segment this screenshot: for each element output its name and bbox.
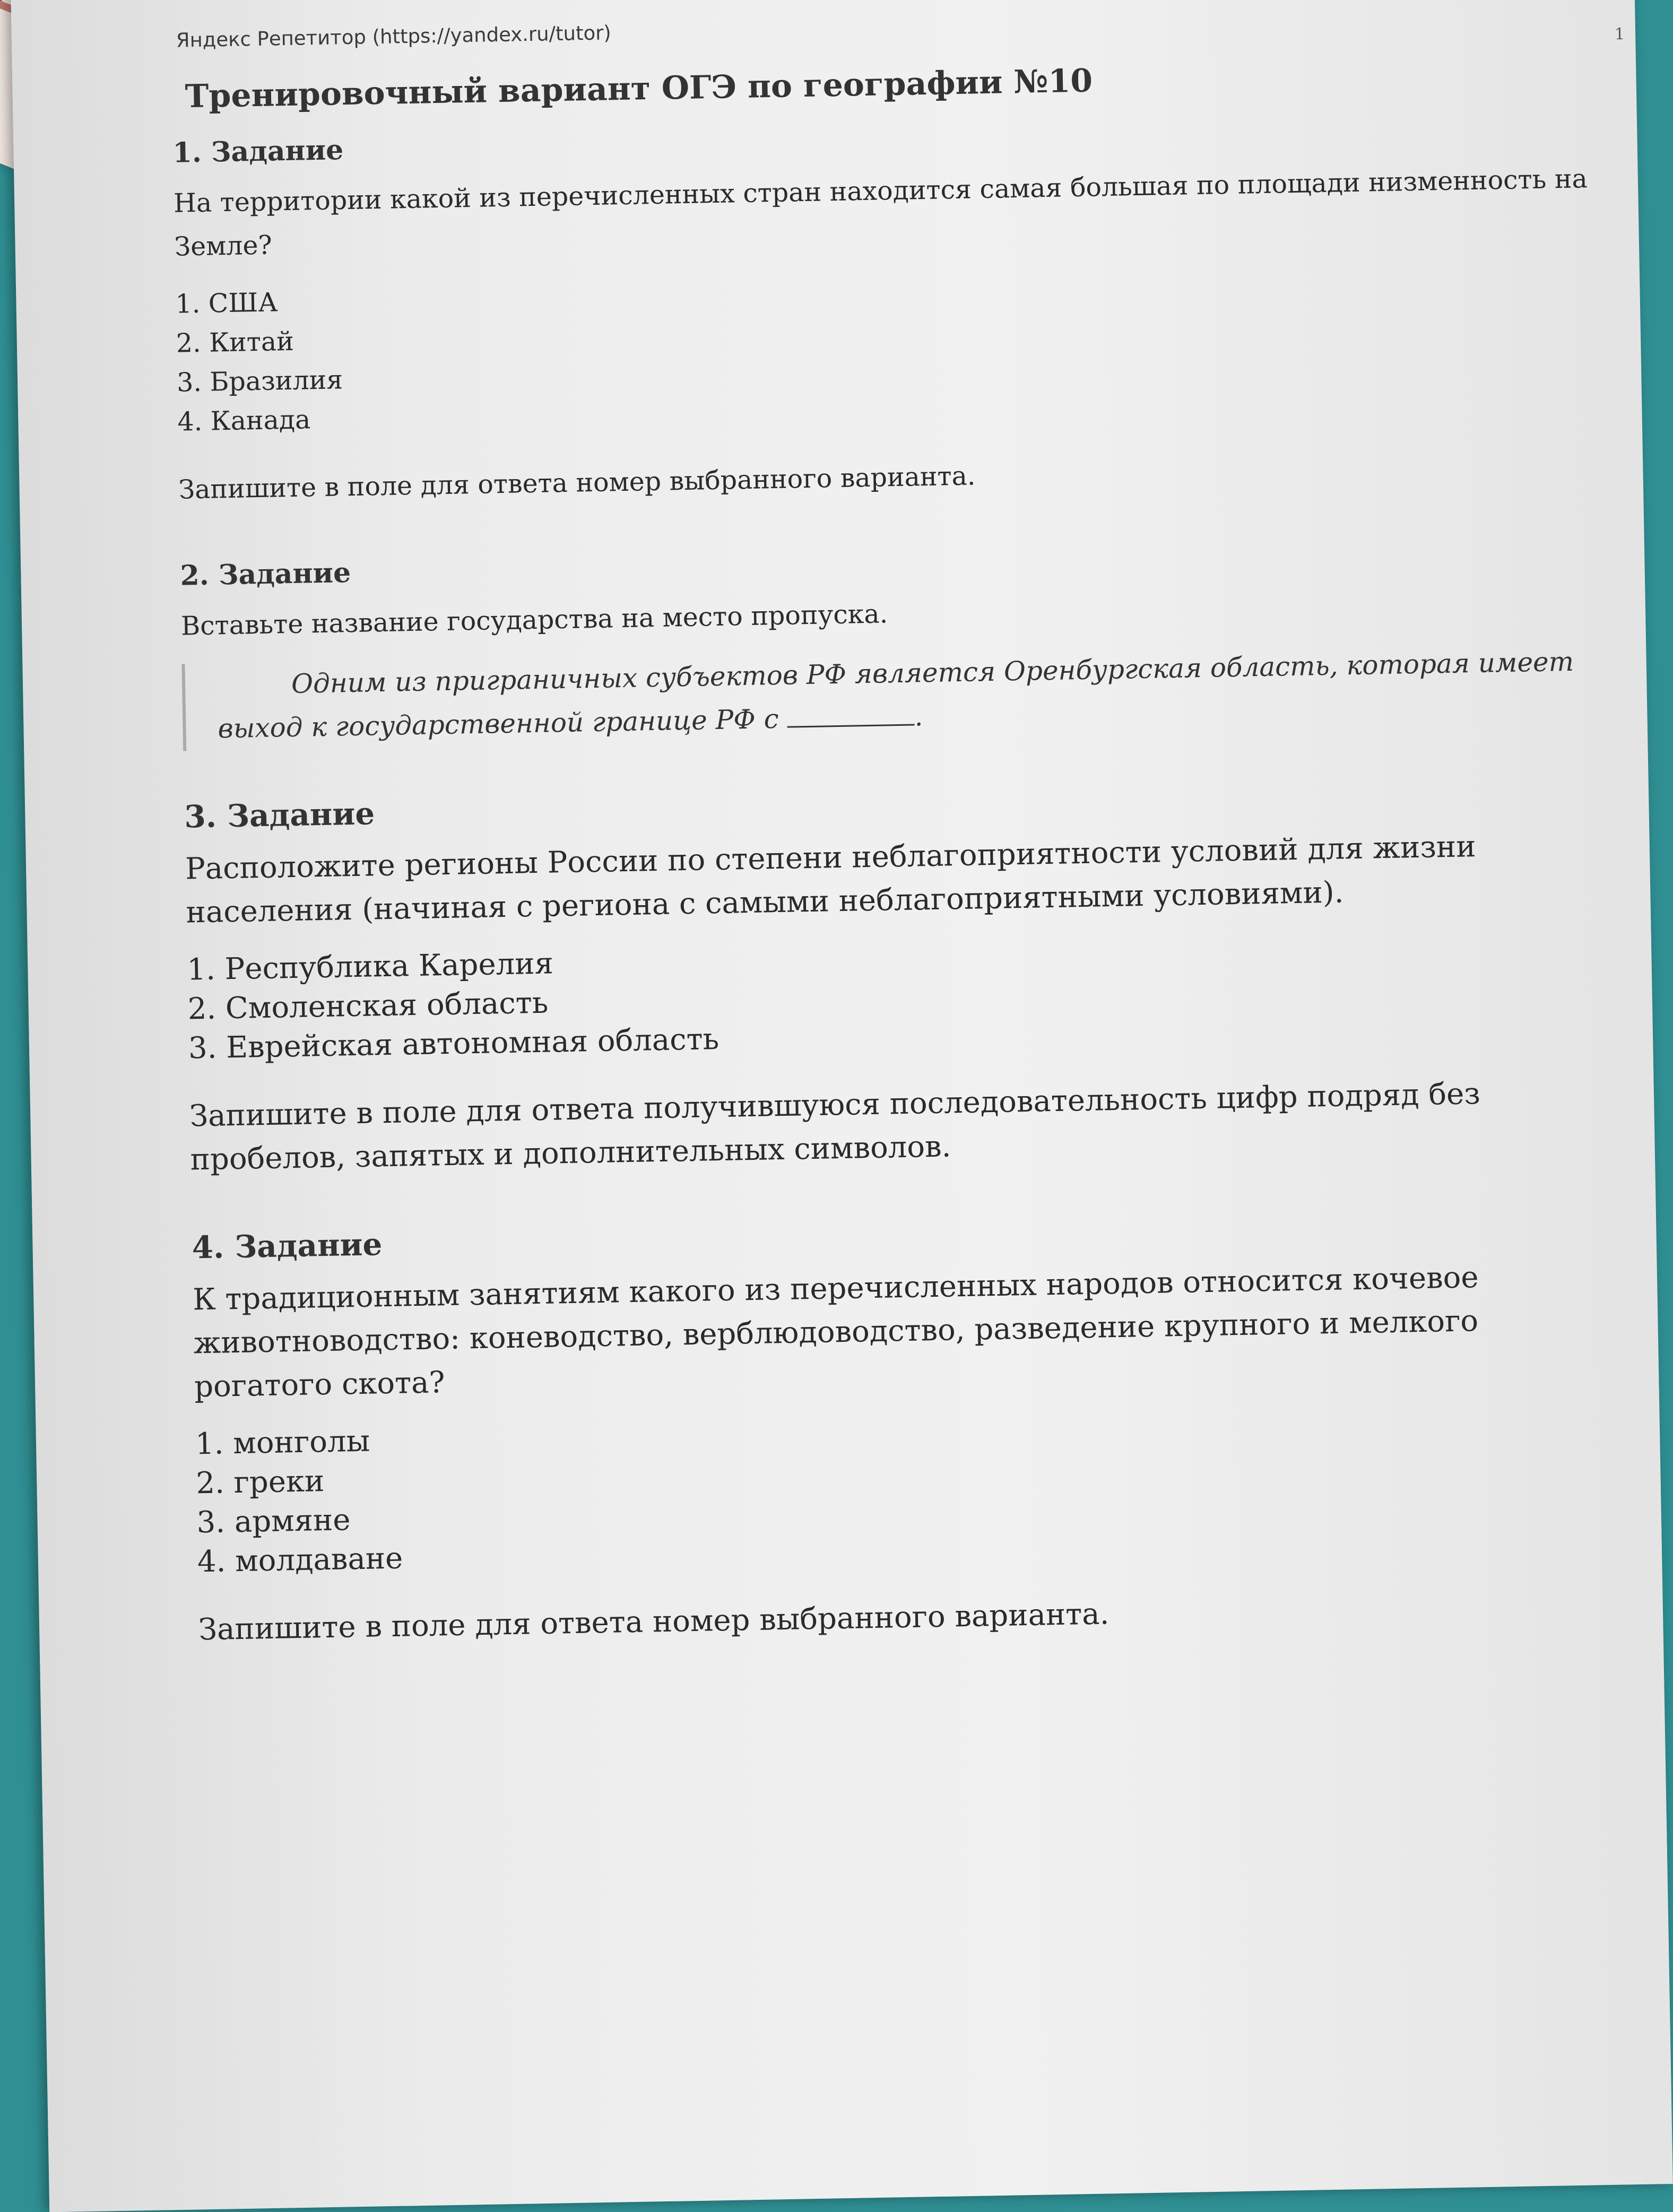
task-heading: 1. Задание (172, 134, 344, 169)
quote-end: . (914, 701, 923, 732)
answer-options (187, 926, 1610, 1069)
task-question: Расположите регионы России по степени неблагоприятности условий для жизни населения (начиная с региона с самыми неблагоприятными условиями). (185, 829, 1477, 930)
page-content (171, 4, 1625, 1699)
task-1 (172, 112, 1601, 512)
answer-option: 3. Бразилия (176, 365, 343, 398)
task-heading: 2. Задание (179, 556, 351, 592)
answer-options (195, 1400, 1619, 1582)
answer-option: 1. США (175, 287, 278, 319)
page-number: 1 (1614, 24, 1625, 44)
task-quote (181, 639, 1605, 751)
document-title: Тренировочный вариант ОГЭ по географии №10 (185, 62, 1093, 116)
answer-option: 4. Канада (177, 404, 311, 437)
answer-option: 1. монголы (195, 1424, 370, 1462)
task-instruction: Запишите в поле для ответа номер выбранного варианта. (198, 1597, 1109, 1647)
task-question: К традиционным занятиям какого из перечисленных народов относится кочевое животноводство: коневодство, верблюдоводство, разведение крупного и мелкого рогатого скота? (192, 1260, 1479, 1404)
task-instruction: Запишите в поле для ответа получившуюся последовательность цифр подряд без пробелов, запятых и дополнительных символов. (189, 1076, 1481, 1177)
answer-option: 2. Смоленская область (187, 985, 549, 1027)
source-line: Яндекс Репетитор (https://yandex.ru/tutor) (176, 21, 612, 52)
document-page (11, 0, 1673, 2212)
answer-option: 3. Еврейская автономная область (188, 1022, 720, 1066)
answer-option: 4. молдаване (197, 1541, 403, 1580)
task-2 (180, 535, 1605, 751)
quote-text: Одним из приграничных субъектов РФ является Оренбургская область, которая имеет выход к государственной границе РФ с (218, 646, 1574, 744)
answer-option: 2. Китай (176, 326, 294, 359)
task-question: На территории какой из перечисленных стран находится самая большая по площади низменность на Земле? (173, 163, 1588, 262)
answer-options (175, 260, 1600, 442)
answer-blank (787, 702, 915, 727)
task-3 (184, 774, 1613, 1182)
task-instruction: Запишите в поле для ответа номер выбранного варианта. (178, 461, 976, 505)
task-heading: 4. Задание (192, 1226, 383, 1266)
answer-option: 2. греки (195, 1464, 325, 1501)
task-heading: 3. Задание (184, 795, 375, 835)
answer-option: 3. армяне (196, 1503, 351, 1540)
task-4 (192, 1205, 1620, 1652)
task-question: Вставьте название государства на место пропуска. (180, 598, 888, 641)
quote-indent (217, 693, 291, 694)
answer-option: 1. Республика Карелия (186, 946, 554, 987)
